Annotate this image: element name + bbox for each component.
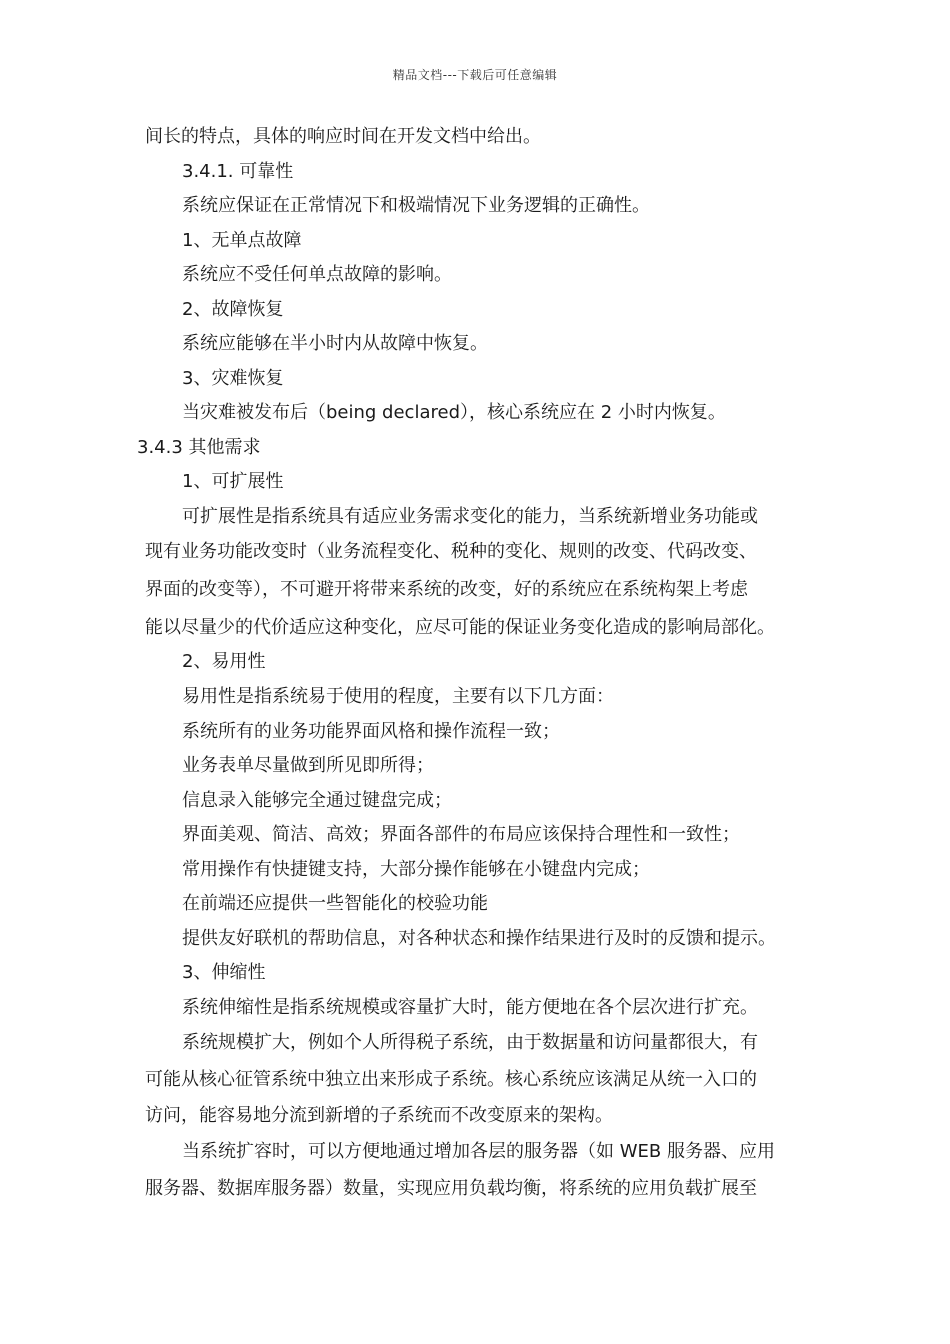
text-line: 能以尽量少的代价适应这种变化，应尽可能的保证业务变化造成的影响局部化。	[145, 617, 775, 638]
text-line: 系统应保证在正常情况下和极端情况下业务逻辑的正确性。	[182, 195, 650, 216]
text-line: 信息录入能够完全通过键盘完成；	[182, 790, 452, 811]
text-line: 常用操作有快捷键支持，大部分操作能够在小键盘内完成；	[182, 859, 650, 880]
list-heading: 3、伸缩性	[182, 962, 266, 983]
text-line: 可能从核心征管系统中独立出来形成子系统。核心系统应该满足从统一入口的	[145, 1069, 757, 1090]
list-heading: 2、易用性	[182, 651, 266, 672]
text-line: 服务器、数据库服务器）数量，实现应用负载均衡，将系统的应用负载扩展至	[145, 1178, 757, 1199]
text-line: 在前端还应提供一些智能化的校验功能	[182, 893, 488, 914]
text-line: 系统规模扩大，例如个人所得税子系统，由于数据量和访问量都很大，有	[182, 1032, 758, 1053]
text-line: 提供友好联机的帮助信息，对各种状态和操作结果进行及时的反馈和提示。	[182, 928, 776, 949]
text-line: 界面美观、简洁、高效；界面各部件的布局应该保持合理性和一致性；	[182, 824, 740, 845]
text-line: 当灾难被发布后（being declared），核心系统应在 2 小时内恢复。	[182, 402, 726, 423]
text-line: 现有业务功能改变时（业务流程变化、税种的变化、规则的改变、代码改变、	[145, 541, 757, 562]
text-line: 系统应不受任何单点故障的影响。	[182, 264, 452, 285]
text-line: 系统伸缩性是指系统规模或容量扩大时，能方便地在各个层次进行扩充。	[182, 997, 758, 1018]
text-line: 系统应能够在半小时内从故障中恢复。	[182, 333, 488, 354]
text-line: 业务表单尽量做到所见即所得；	[182, 755, 434, 776]
text-line: 界面的改变等），不可避开将带来系统的改变，好的系统应在系统构架上考虑	[145, 579, 748, 600]
list-heading: 1、无单点故障	[182, 230, 302, 251]
page-header: 精品文档---下载后可任意编辑	[392, 68, 558, 82]
list-heading: 1、可扩展性	[182, 471, 284, 492]
section-heading: 3.4.3 其他需求	[137, 437, 261, 458]
text-line: 当系统扩容时，可以方便地通过增加各层的服务器（如 WEB 服务器、应用	[182, 1141, 775, 1162]
text-line: 可扩展性是指系统具有适应业务需求变化的能力，当系统新增业务功能或	[182, 506, 758, 527]
text-line: 间长的特点，具体的响应时间在开发文档中给出。	[145, 126, 541, 147]
text-line: 系统所有的业务功能界面风格和操作流程一致；	[182, 721, 560, 742]
text-line: 访问，能容易地分流到新增的子系统而不改变原来的架构。	[145, 1105, 613, 1126]
text-line: 易用性是指系统易于使用的程度，主要有以下几方面：	[182, 686, 614, 707]
list-heading: 3、灾难恢复	[182, 368, 284, 389]
list-heading: 2、故障恢复	[182, 299, 284, 320]
section-heading: 3.4.1. 可靠性	[182, 161, 294, 182]
